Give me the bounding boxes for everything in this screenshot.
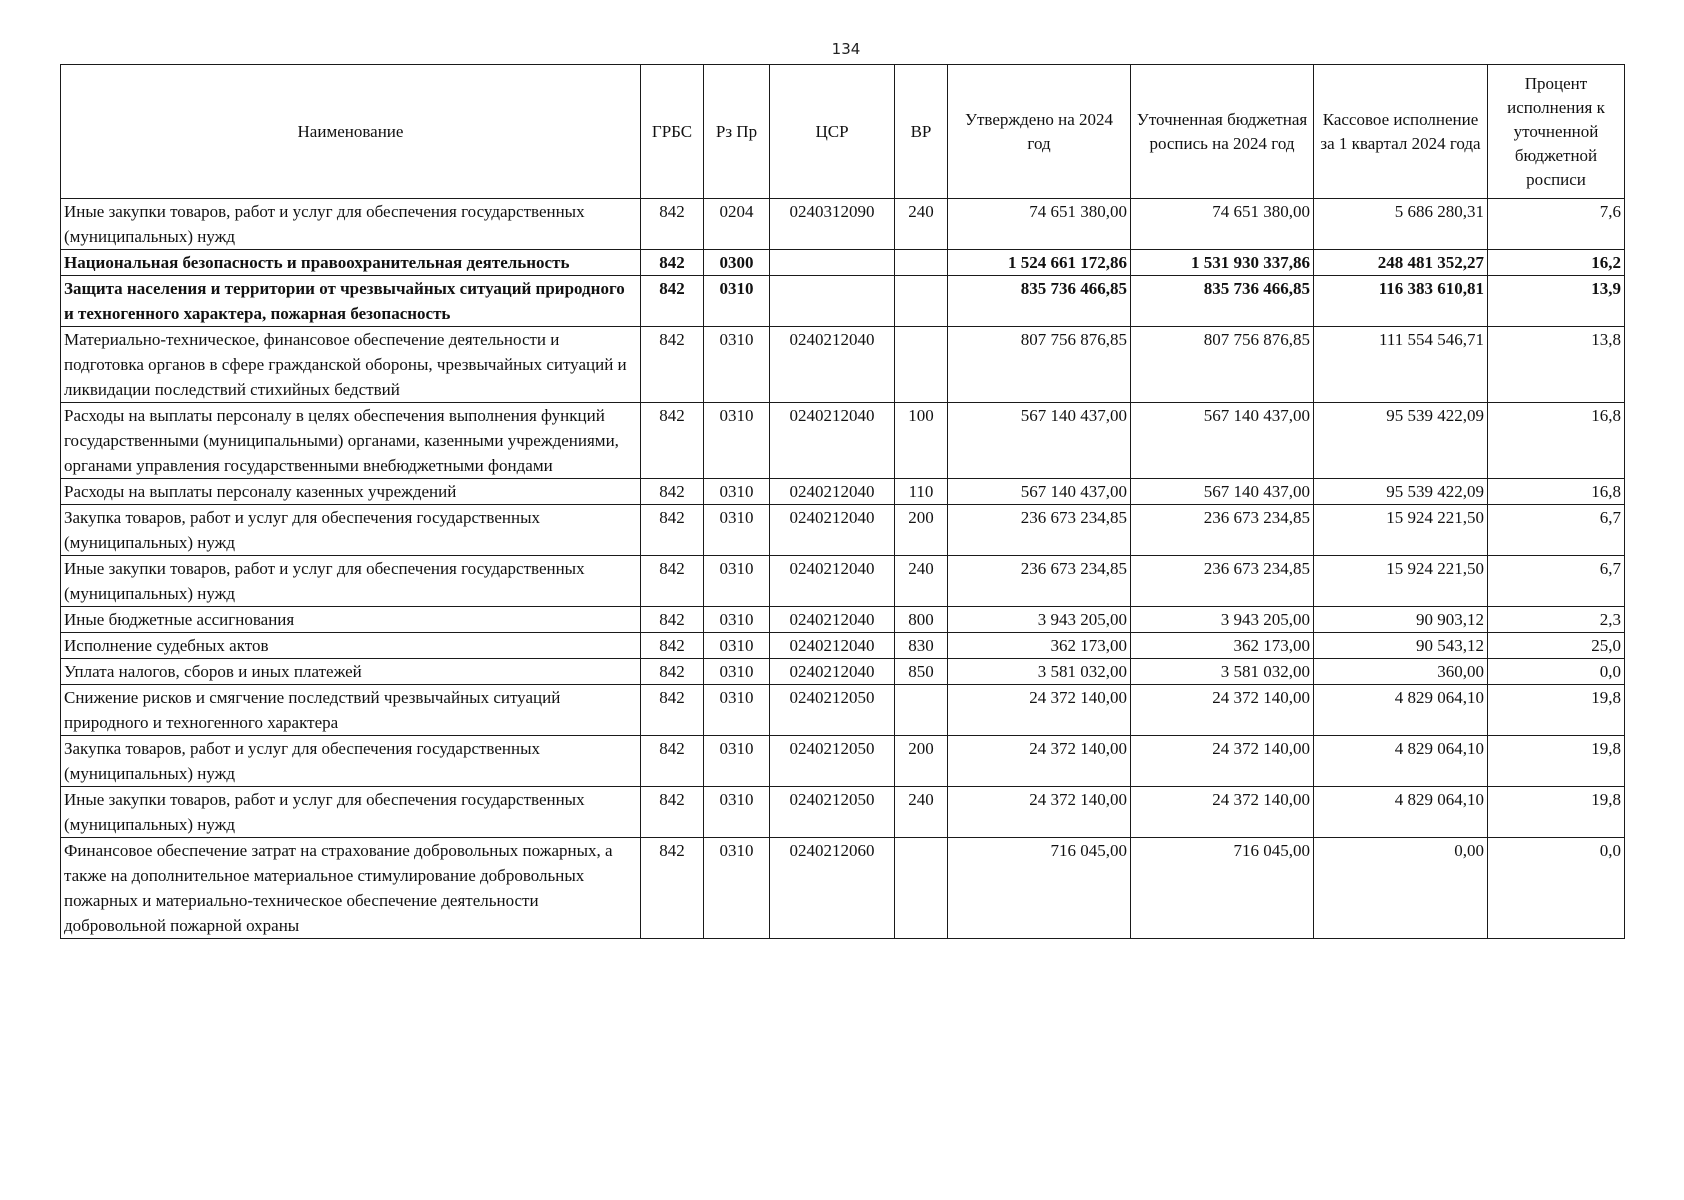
header-approved: Утверждено на 2024 год: [948, 65, 1131, 199]
header-name: Наименование: [61, 65, 641, 199]
cell-cash: 4 829 064,10: [1314, 787, 1488, 838]
cell-grbs: 842: [641, 607, 704, 633]
cell-name: Защита населения и территории от чрезвычайных ситуаций природного и техногенного характера, пожарная безопасность: [61, 276, 641, 327]
cell-percent: 6,7: [1488, 505, 1625, 556]
cell-percent: 0,0: [1488, 838, 1625, 939]
cell-rzpr: 0310: [704, 607, 770, 633]
cell-vr: 110: [895, 479, 948, 505]
cell-csr: 0240212040: [770, 659, 895, 685]
cell-vr: 800: [895, 607, 948, 633]
cell-grbs: 842: [641, 633, 704, 659]
cell-csr: 0240212060: [770, 838, 895, 939]
header-refined: Уточненная бюджетная роспись на 2024 год: [1131, 65, 1314, 199]
table-row: [61, 633, 1625, 659]
cell-vr: [895, 276, 948, 327]
cell-grbs: 842: [641, 479, 704, 505]
cell-csr: 0240212050: [770, 787, 895, 838]
cell-name: Закупка товаров, работ и услуг для обеспечения государственных (муниципальных) нужд: [61, 505, 641, 556]
cell-rzpr: 0310: [704, 505, 770, 556]
cell-approved: 74 651 380,00: [948, 199, 1131, 250]
cell-name: Закупка товаров, работ и услуг для обеспечения государственных (муниципальных) нужд: [61, 736, 641, 787]
cell-name: Расходы на выплаты персоналу в целях обеспечения выполнения функций государственными (муниципальными) органами, казенными учреждениями, органами управления государственными внебюджетными фондами: [61, 403, 641, 479]
cell-name: Уплата налогов, сборов и иных платежей: [61, 659, 641, 685]
cell-percent: 2,3: [1488, 607, 1625, 633]
cell-refined: 236 673 234,85: [1131, 505, 1314, 556]
cell-cash: 90 903,12: [1314, 607, 1488, 633]
cell-rzpr: 0310: [704, 659, 770, 685]
cell-rzpr: 0310: [704, 327, 770, 403]
cell-refined: 567 140 437,00: [1131, 403, 1314, 479]
cell-cash: 0,00: [1314, 838, 1488, 939]
cell-rzpr: 0310: [704, 556, 770, 607]
cell-grbs: 842: [641, 736, 704, 787]
cell-vr: [895, 838, 948, 939]
cell-approved: 716 045,00: [948, 838, 1131, 939]
cell-grbs: 842: [641, 685, 704, 736]
cell-approved: 24 372 140,00: [948, 736, 1131, 787]
cell-cash: 116 383 610,81: [1314, 276, 1488, 327]
cell-refined: 807 756 876,85: [1131, 327, 1314, 403]
cell-csr: 0240212040: [770, 556, 895, 607]
cell-vr: 240: [895, 787, 948, 838]
cell-rzpr: 0310: [704, 736, 770, 787]
cell-refined: 74 651 380,00: [1131, 199, 1314, 250]
cell-name: Иные закупки товаров, работ и услуг для обеспечения государственных (муниципальных) нужд: [61, 199, 641, 250]
cell-refined: 567 140 437,00: [1131, 479, 1314, 505]
cell-percent: 13,8: [1488, 327, 1625, 403]
cell-grbs: 842: [641, 250, 704, 276]
table-row: [61, 659, 1625, 685]
table-row: [61, 838, 1625, 939]
cell-rzpr: 0310: [704, 479, 770, 505]
cell-grbs: 842: [641, 556, 704, 607]
page-number: 134: [831, 40, 861, 58]
cell-percent: 19,8: [1488, 685, 1625, 736]
cell-cash: 4 829 064,10: [1314, 736, 1488, 787]
cell-refined: 835 736 466,85: [1131, 276, 1314, 327]
cell-csr: 0240212040: [770, 327, 895, 403]
cell-percent: 7,6: [1488, 199, 1625, 250]
cell-vr: 830: [895, 633, 948, 659]
cell-csr: 0240212040: [770, 607, 895, 633]
cell-percent: 16,8: [1488, 479, 1625, 505]
cell-csr: 0240212040: [770, 633, 895, 659]
cell-approved: 3 581 032,00: [948, 659, 1131, 685]
cell-vr: 200: [895, 736, 948, 787]
table-row: [61, 276, 1625, 327]
cell-name: Расходы на выплаты персоналу казенных учреждений: [61, 479, 641, 505]
cell-refined: 716 045,00: [1131, 838, 1314, 939]
cell-grbs: 842: [641, 276, 704, 327]
cell-cash: 248 481 352,27: [1314, 250, 1488, 276]
cell-approved: 3 943 205,00: [948, 607, 1131, 633]
cell-name: Иные закупки товаров, работ и услуг для обеспечения государственных (муниципальных) нужд: [61, 556, 641, 607]
table-row: [61, 685, 1625, 736]
budget-table: [60, 64, 1625, 939]
cell-refined: 3 581 032,00: [1131, 659, 1314, 685]
cell-cash: 5 686 280,31: [1314, 199, 1488, 250]
cell-rzpr: 0300: [704, 250, 770, 276]
table-body: [61, 199, 1625, 939]
cell-name: Исполнение судебных актов: [61, 633, 641, 659]
cell-approved: 567 140 437,00: [948, 403, 1131, 479]
cell-approved: 236 673 234,85: [948, 505, 1131, 556]
cell-grbs: 842: [641, 199, 704, 250]
cell-cash: 15 924 221,50: [1314, 505, 1488, 556]
cell-grbs: 842: [641, 403, 704, 479]
cell-vr: [895, 327, 948, 403]
cell-percent: 0,0: [1488, 659, 1625, 685]
cell-name: Иные бюджетные ассигнования: [61, 607, 641, 633]
cell-approved: 362 173,00: [948, 633, 1131, 659]
cell-rzpr: 0310: [704, 838, 770, 939]
cell-approved: 24 372 140,00: [948, 787, 1131, 838]
cell-csr: 0240312090: [770, 199, 895, 250]
cell-cash: 95 539 422,09: [1314, 403, 1488, 479]
cell-vr: 240: [895, 556, 948, 607]
cell-cash: 90 543,12: [1314, 633, 1488, 659]
cell-refined: 24 372 140,00: [1131, 685, 1314, 736]
table-row: [61, 607, 1625, 633]
cell-approved: 236 673 234,85: [948, 556, 1131, 607]
cell-csr: 0240212050: [770, 736, 895, 787]
cell-grbs: 842: [641, 659, 704, 685]
cell-csr: [770, 276, 895, 327]
cell-approved: 835 736 466,85: [948, 276, 1131, 327]
cell-percent: 25,0: [1488, 633, 1625, 659]
header-cash: Кассовое исполнение за 1 квартал 2024 года: [1314, 65, 1488, 199]
cell-percent: 13,9: [1488, 276, 1625, 327]
cell-refined: 362 173,00: [1131, 633, 1314, 659]
header-csr: ЦСР: [770, 65, 895, 199]
cell-cash: 15 924 221,50: [1314, 556, 1488, 607]
cell-name: Финансовое обеспечение затрат на страхование добровольных пожарных, а также на дополнительное материальное стимулирование добровольных пожарных и материально-техническое обеспечение деятельности добровольной пожарной охраны: [61, 838, 641, 939]
cell-vr: [895, 685, 948, 736]
header-vr: ВР: [895, 65, 948, 199]
table-row: [61, 327, 1625, 403]
cell-refined: 236 673 234,85: [1131, 556, 1314, 607]
cell-rzpr: 0204: [704, 199, 770, 250]
cell-cash: 360,00: [1314, 659, 1488, 685]
cell-cash: 95 539 422,09: [1314, 479, 1488, 505]
cell-csr: 0240212050: [770, 685, 895, 736]
cell-csr: 0240212040: [770, 505, 895, 556]
cell-rzpr: 0310: [704, 403, 770, 479]
table-row: [61, 505, 1625, 556]
cell-approved: 1 524 661 172,86: [948, 250, 1131, 276]
cell-name: Иные закупки товаров, работ и услуг для обеспечения государственных (муниципальных) нужд: [61, 787, 641, 838]
cell-percent: 16,2: [1488, 250, 1625, 276]
cell-rzpr: 0310: [704, 633, 770, 659]
cell-approved: 807 756 876,85: [948, 327, 1131, 403]
header-rzpr: Рз Пр: [704, 65, 770, 199]
cell-vr: [895, 250, 948, 276]
cell-cash: 111 554 546,71: [1314, 327, 1488, 403]
cell-refined: 24 372 140,00: [1131, 736, 1314, 787]
table-row: [61, 787, 1625, 838]
cell-approved: 567 140 437,00: [948, 479, 1131, 505]
cell-percent: 19,8: [1488, 736, 1625, 787]
cell-percent: 6,7: [1488, 556, 1625, 607]
cell-refined: 3 943 205,00: [1131, 607, 1314, 633]
header-percent: Процент исполнения к уточненной бюджетной росписи: [1488, 65, 1625, 199]
cell-name: Материально-техническое, финансовое обеспечение деятельности и подготовка органов в сфере гражданской обороны, чрезвычайных ситуаций и ликвидации последствий стихийных бедствий: [61, 327, 641, 403]
header-row: [61, 65, 1625, 199]
table-row: [61, 199, 1625, 250]
cell-vr: 850: [895, 659, 948, 685]
table-row: [61, 556, 1625, 607]
cell-vr: 100: [895, 403, 948, 479]
cell-csr: 0240212040: [770, 479, 895, 505]
cell-percent: 19,8: [1488, 787, 1625, 838]
cell-csr: 0240212040: [770, 403, 895, 479]
header-grbs: ГРБС: [641, 65, 704, 199]
cell-name: Национальная безопасность и правоохранительная деятельность: [61, 250, 641, 276]
table-row: [61, 403, 1625, 479]
cell-grbs: 842: [641, 787, 704, 838]
cell-percent: 16,8: [1488, 403, 1625, 479]
cell-vr: 240: [895, 199, 948, 250]
table-row: [61, 736, 1625, 787]
cell-rzpr: 0310: [704, 787, 770, 838]
cell-csr: [770, 250, 895, 276]
cell-approved: 24 372 140,00: [948, 685, 1131, 736]
cell-rzpr: 0310: [704, 685, 770, 736]
cell-grbs: 842: [641, 327, 704, 403]
cell-refined: 24 372 140,00: [1131, 787, 1314, 838]
cell-vr: 200: [895, 505, 948, 556]
cell-cash: 4 829 064,10: [1314, 685, 1488, 736]
cell-grbs: 842: [641, 505, 704, 556]
cell-rzpr: 0310: [704, 276, 770, 327]
cell-grbs: 842: [641, 838, 704, 939]
cell-name: Снижение рисков и смягчение последствий чрезвычайных ситуаций природного и техногенного характера: [61, 685, 641, 736]
table-row: [61, 250, 1625, 276]
cell-refined: 1 531 930 337,86: [1131, 250, 1314, 276]
table-row: [61, 479, 1625, 505]
